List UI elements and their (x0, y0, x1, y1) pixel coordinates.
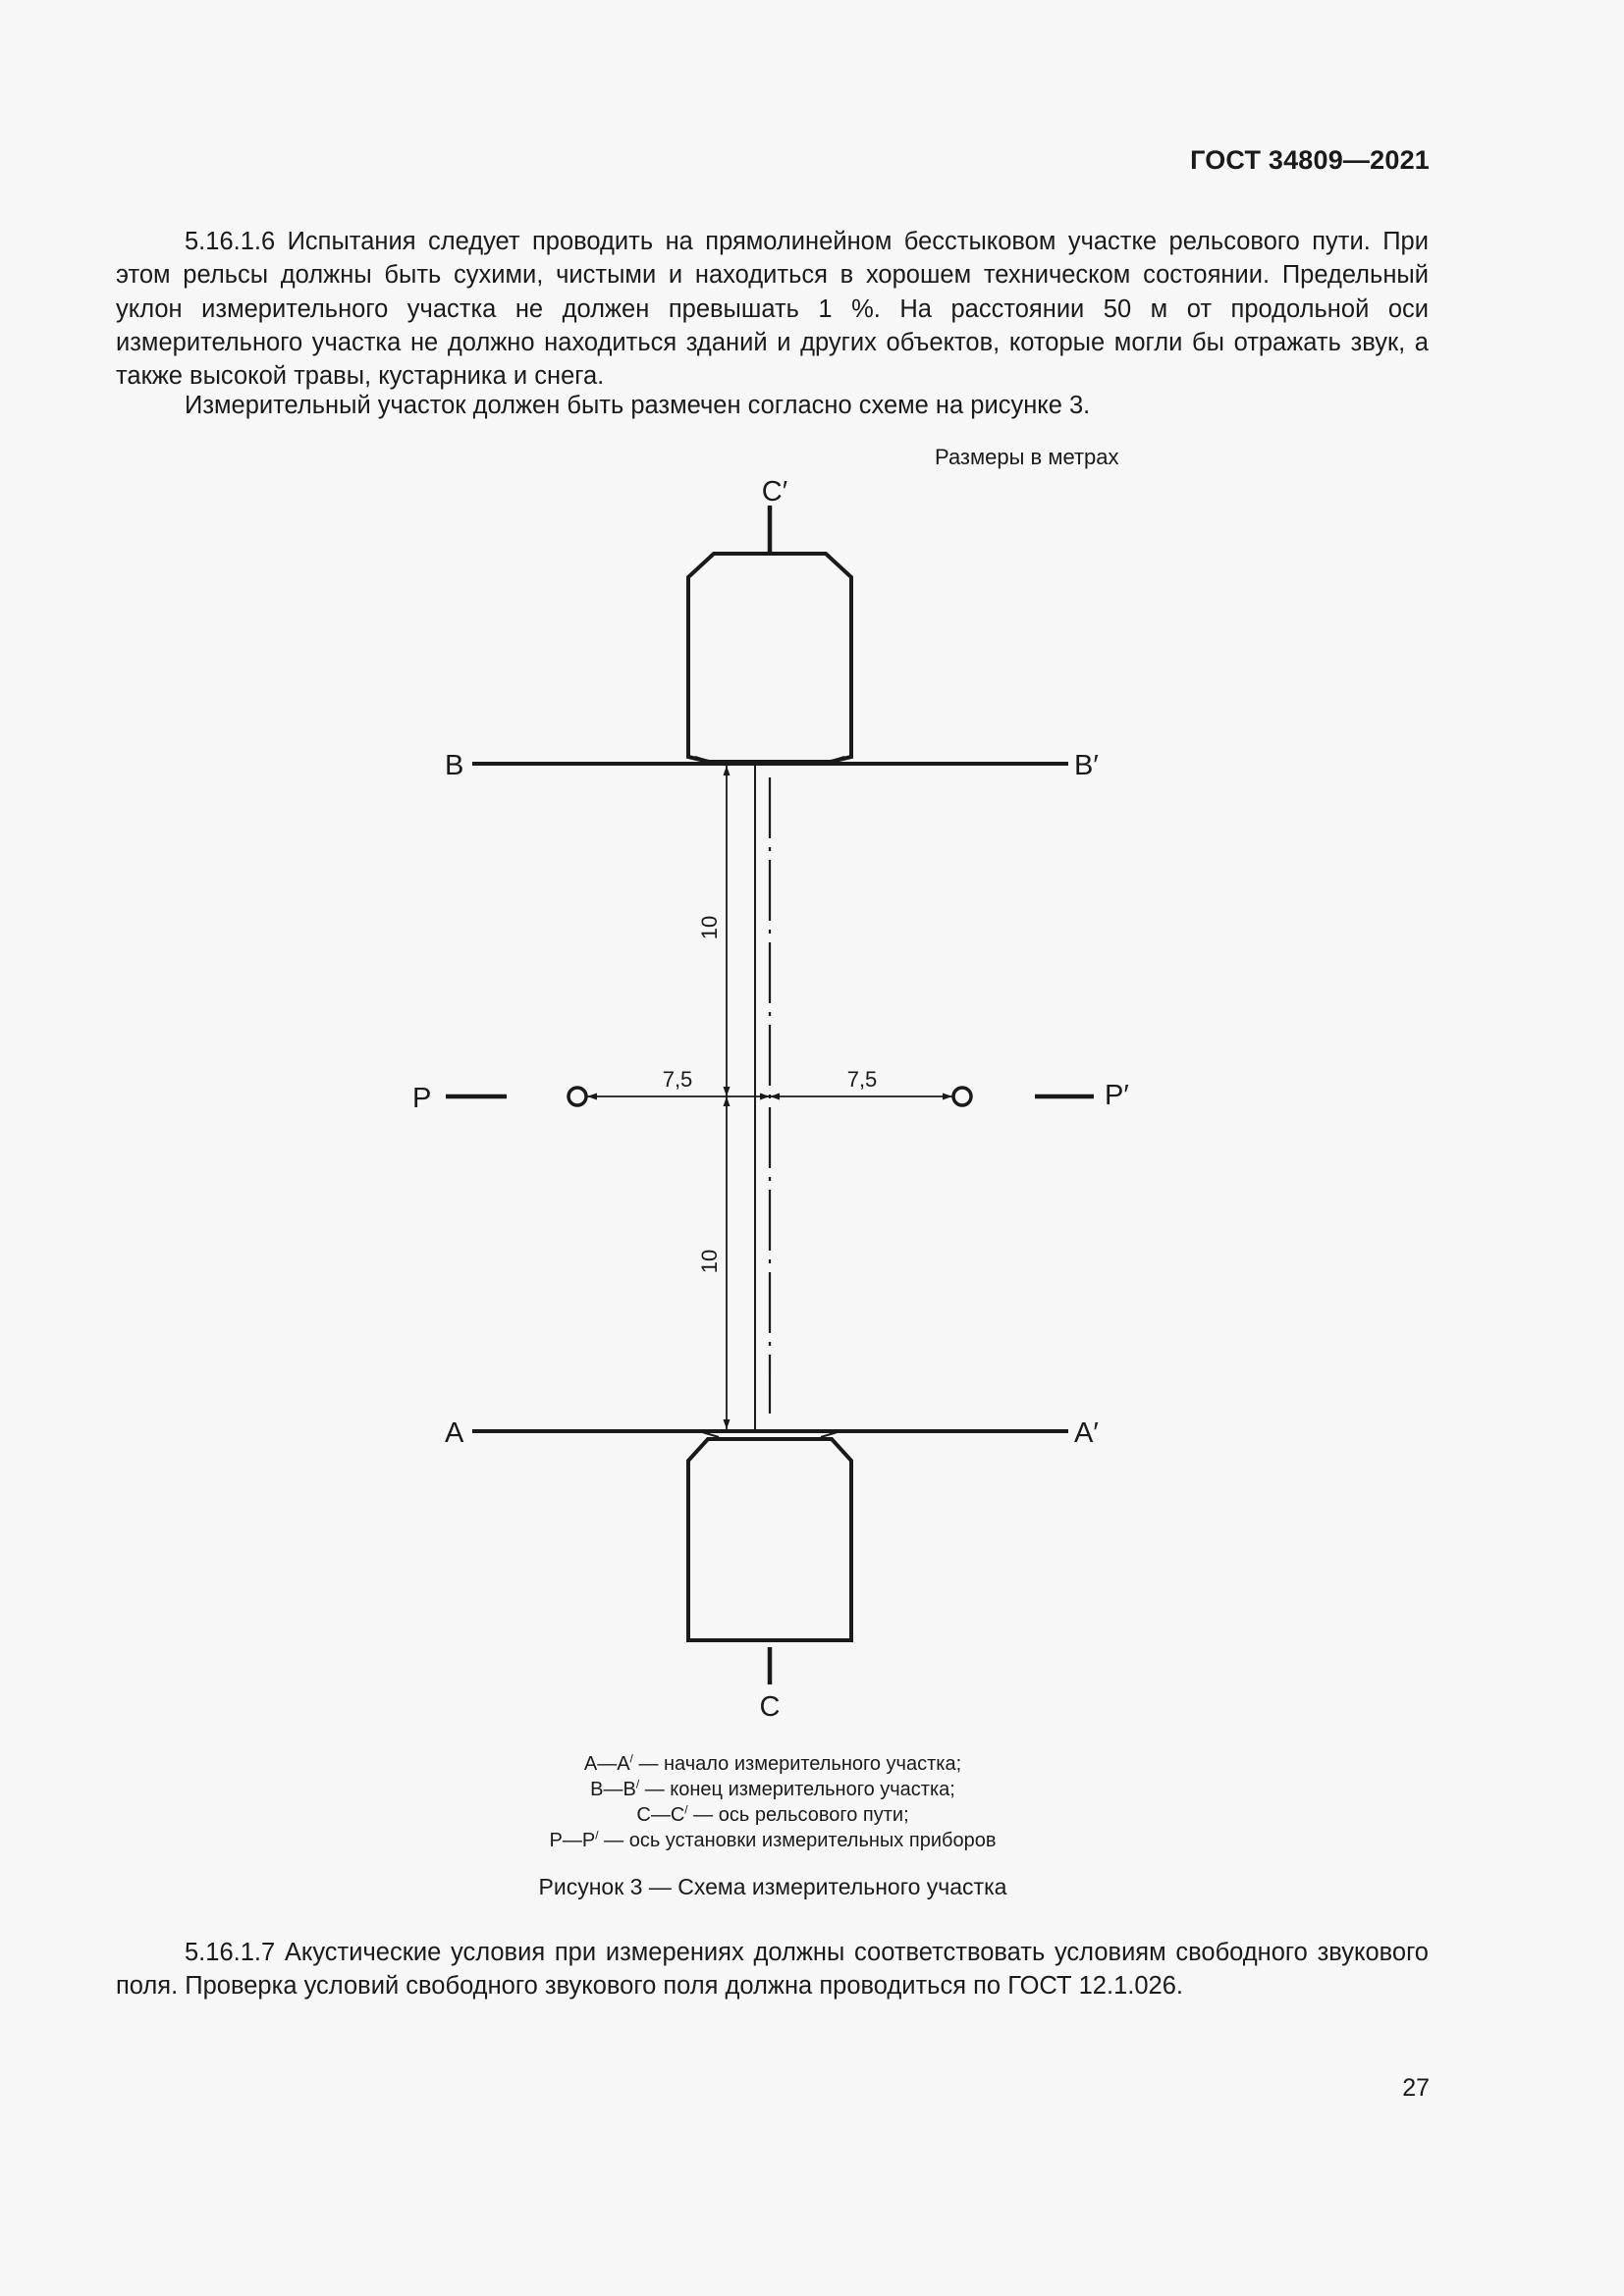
dimension-label-right: 7,5 (846, 1067, 878, 1092)
figure-caption: Рисунок 3 — Схема измерительного участка (538, 1874, 1007, 1899)
label-c-bottom: C (759, 1691, 781, 1723)
paragraph-5-16-1-6: 5.16.1.6 Испытания следует проводить на прямолинейном бесстыковом участке рельсового пути. При этом рельсы должны быть сухими, чистыми и находиться в хорошем техническом состоянии. Предельный уклон измерительного участка не должен превышать 1 %. На расстоянии 50 м от продольной оси измерительного участка не должно находиться зданий и других объектов, которые могли бы отражать звук, а также высокой травы, кустарника и снега. (116, 228, 1429, 391)
legend-item: C—C/ — ось рельсового пути; (636, 1802, 909, 1826)
paragraph-layout-reference: Измерительный участок должен быть размечен согласно схеме на рисунке 3. (185, 392, 1091, 419)
bottom-vehicle-outline (688, 1439, 851, 1640)
dimension-label-left: 7,5 (662, 1067, 693, 1092)
legend-item: P—P/ — ось установки измерительных приборов (549, 1828, 997, 1851)
microphone-position-right (953, 1088, 971, 1105)
microphone-position-left (568, 1088, 586, 1105)
label-a-right: A′ (1074, 1417, 1099, 1449)
page-number: 27 (1402, 2074, 1430, 2102)
dimension-label-upper: 10 (697, 915, 722, 940)
dimensions-note: Размеры в метрах (935, 445, 1119, 469)
label-a-left: A (445, 1417, 464, 1449)
top-vehicle-outline (688, 554, 851, 762)
label-p-left: P (412, 1083, 432, 1114)
label-b-right: B′ (1074, 750, 1099, 781)
dimension-label-lower: 10 (697, 1249, 722, 1274)
figure-legend (412, 1751, 1133, 1853)
paragraph-5-16-1-7: 5.16.1.7 Акустические условия при измерениях должны соответствовать условиям свободного звукового поля. Проверка условий свободного звукового поля должна проводиться по ГОСТ 12.1.026. (116, 1939, 1429, 2001)
legend-item: B—B/ — конец измерительного участка; (590, 1777, 955, 1800)
document-header: ГОСТ 34809—2021 (1190, 145, 1430, 175)
label-p-right: P′ (1105, 1080, 1129, 1111)
label-b-left: B (445, 750, 464, 781)
label-c-top: C′ (761, 476, 788, 507)
legend-item: A—A/ — начало измерительного участка; (583, 1751, 962, 1775)
